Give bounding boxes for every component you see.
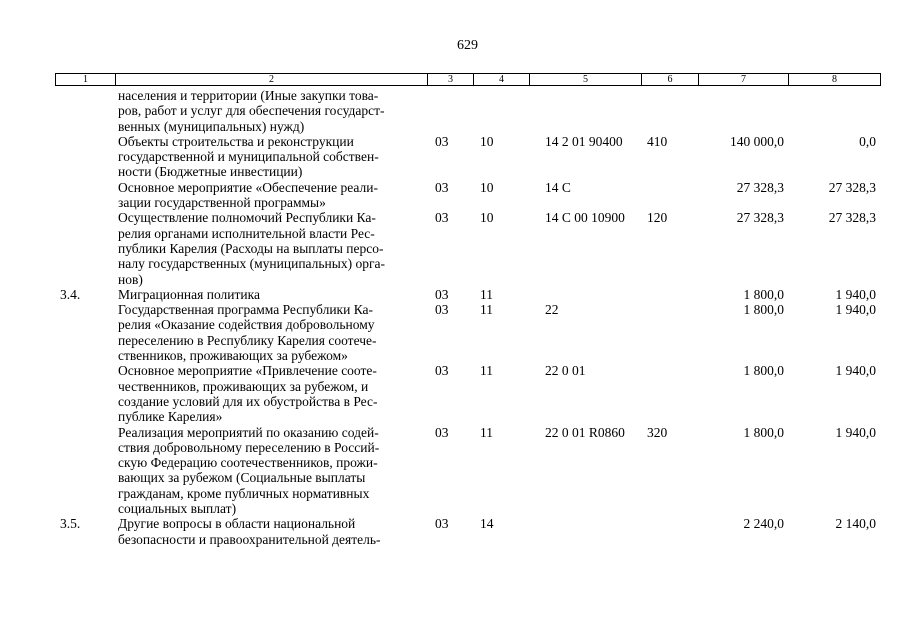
description-line: создание условий для их обустройства в Рес- <box>118 393 378 409</box>
row-description <box>118 88 428 134</box>
amount-year-2: 0,0 <box>859 133 876 149</box>
section-code: 03 <box>435 516 449 532</box>
description-line: зации государственной программы» <box>118 195 326 211</box>
expense-type-code: 320 <box>647 424 668 440</box>
description-line: Реализация мероприятий по оказанию содей- <box>118 424 379 440</box>
description-line: безопасности и правоохранительной деятель- <box>118 531 381 547</box>
description-line: чественников, проживающих за рубежом, и <box>118 378 369 394</box>
row-description <box>118 134 428 180</box>
amount-year-1: 1 800,0 <box>743 363 784 379</box>
row-description <box>118 516 428 547</box>
description-line: населения и территории (Иные закупки това- <box>118 88 379 103</box>
amount-year-2: 27 328,3 <box>828 210 876 226</box>
description-line: ствия добровольному переселению в Россий- <box>118 439 380 455</box>
row-description <box>118 180 428 211</box>
section-code: 03 <box>435 179 449 195</box>
description-line: социальных выплат) <box>118 501 237 517</box>
section-code: 03 <box>435 363 449 379</box>
table-row <box>55 210 880 286</box>
row-description <box>118 425 428 517</box>
amount-year-2: 1 940,0 <box>835 302 876 318</box>
description-line: ственников, проживающих за рубежом» <box>118 348 348 364</box>
column-header-5: 5 <box>530 74 642 86</box>
page-number: 629 <box>457 38 478 53</box>
column-header-4: 4 <box>474 74 530 86</box>
row-description <box>118 302 428 363</box>
amount-year-2: 1 940,0 <box>835 286 876 302</box>
description-line: публики Карелия (Расходы на выплаты персо- <box>118 240 384 256</box>
subsection-code: 10 <box>480 210 494 226</box>
budget-table-body <box>55 88 880 547</box>
expense-type-code: 120 <box>647 210 668 226</box>
target-article-code: 22 0 01 <box>545 363 586 379</box>
description-line: Осуществление полномочий Республики Ка- <box>118 210 376 226</box>
amount-year-1: 2 240,0 <box>743 516 784 532</box>
subsection-code: 14 <box>480 516 494 532</box>
description-line: гражданам, кроме публичных нормативных <box>118 485 370 501</box>
amount-year-2: 1 940,0 <box>835 424 876 440</box>
section-code: 03 <box>435 302 449 318</box>
column-header-row <box>55 73 881 86</box>
row-number: 3.5. <box>60 516 81 532</box>
subsection-code: 10 <box>480 179 494 195</box>
description-line: релия «Оказание содействия добровольному <box>118 317 375 333</box>
table-row <box>55 363 880 424</box>
description-line: Объекты строительства и реконструкции <box>118 133 354 149</box>
expense-type-code: 410 <box>647 133 668 149</box>
target-article-code: 22 <box>545 302 559 318</box>
column-header-1: 1 <box>56 74 116 86</box>
description-line: государственной и муниципальной собствен- <box>118 149 379 165</box>
description-line: ности (Бюджетные инвестиции) <box>118 164 303 180</box>
row-description <box>118 287 428 302</box>
target-article-code: 22 0 01 R0860 <box>545 424 625 440</box>
description-line: переселению в Республику Карелия соотече- <box>118 332 377 348</box>
column-header-2: 2 <box>116 74 428 86</box>
target-article-code: 14 С 00 10900 <box>545 210 625 226</box>
description-line: нов) <box>118 271 143 287</box>
description-line: венных (муниципальных) нужд) <box>118 118 305 134</box>
row-description <box>118 210 428 286</box>
table-row <box>55 302 880 363</box>
table-row <box>55 287 880 302</box>
section-code: 03 <box>435 210 449 226</box>
amount-year-1: 1 800,0 <box>743 424 784 440</box>
subsection-code: 11 <box>480 363 493 379</box>
column-header-6: 6 <box>642 74 699 86</box>
row-number: 3.4. <box>60 286 81 302</box>
section-code: 03 <box>435 133 449 149</box>
subsection-code: 11 <box>480 302 493 318</box>
table-row <box>55 134 880 180</box>
description-line: Миграционная политика <box>118 286 260 302</box>
description-line: Другие вопросы в области национальной <box>118 516 356 532</box>
row-description <box>118 363 428 424</box>
subsection-code: 11 <box>480 424 493 440</box>
amount-year-1: 27 328,3 <box>736 210 784 226</box>
amount-year-1: 1 800,0 <box>743 286 784 302</box>
section-code: 03 <box>435 286 449 302</box>
description-line: налу государственных (муниципальных) орга- <box>118 256 385 272</box>
description-line: Основное мероприятие «Обеспечение реали- <box>118 179 378 195</box>
amount-year-1: 27 328,3 <box>736 179 784 195</box>
amount-year-2: 2 140,0 <box>835 516 876 532</box>
target-article-code: 14 2 01 90400 <box>545 133 623 149</box>
description-line: вающих за рубежом (Социальные выплаты <box>118 470 366 486</box>
section-code: 03 <box>435 424 449 440</box>
description-line: скую Федерацию соотечественников, прожи- <box>118 455 378 471</box>
column-header-8: 8 <box>789 74 881 86</box>
amount-year-1: 140 000,0 <box>730 133 784 149</box>
amount-year-2: 27 328,3 <box>828 179 876 195</box>
subsection-code: 11 <box>480 286 493 302</box>
table-row <box>55 425 880 517</box>
description-line: публике Карелия» <box>118 409 223 425</box>
table-row <box>55 516 880 547</box>
description-line: Государственная программа Республики Ка- <box>118 302 374 318</box>
table-row <box>55 88 880 134</box>
subsection-code: 10 <box>480 133 494 149</box>
amount-year-1: 1 800,0 <box>743 302 784 318</box>
amount-year-2: 1 940,0 <box>835 363 876 379</box>
column-header-7: 7 <box>699 74 789 86</box>
column-header-3: 3 <box>428 74 474 86</box>
description-line: релия органами исполнительной власти Рес- <box>118 225 375 241</box>
target-article-code: 14 С <box>545 179 571 195</box>
table-row <box>55 180 880 211</box>
description-line: Основное мероприятие «Привлечение сооте- <box>118 363 377 379</box>
description-line: ров, работ и услуг для обеспечения государст- <box>118 103 385 119</box>
